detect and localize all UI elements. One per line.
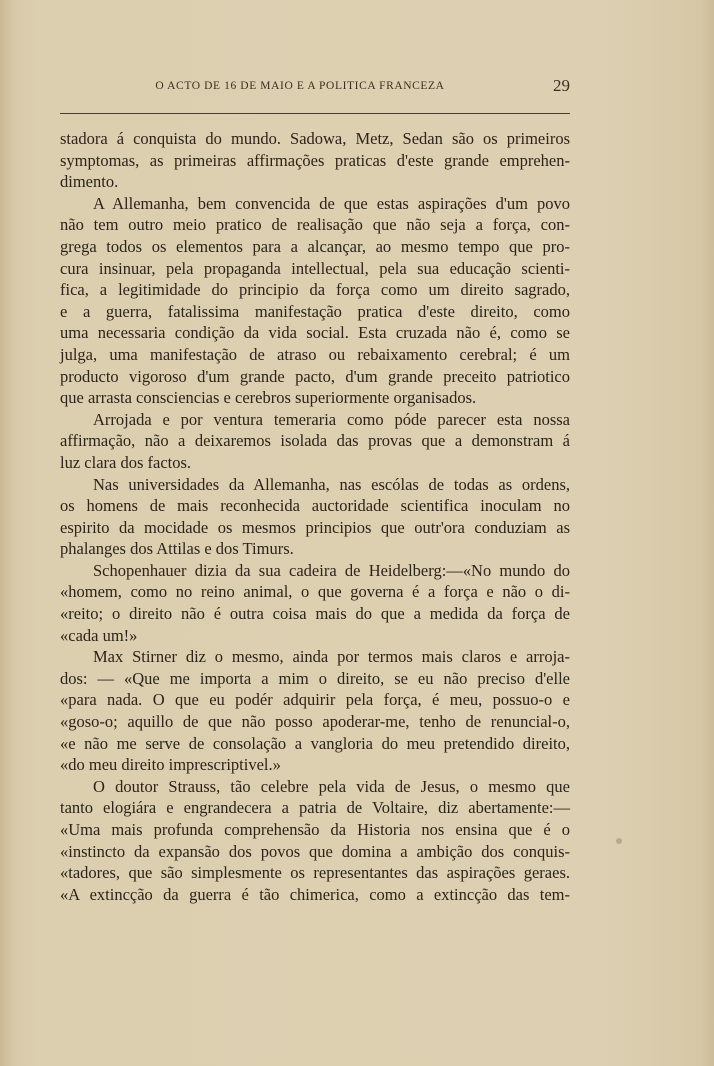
text-line: espirito da mocidade os mesmos principios que outr'ora conduziam as bbox=[60, 517, 570, 537]
text-line: luz clara dos factos. bbox=[60, 452, 192, 472]
text-line: «homem, como no reino animal, o que governa é a força e não o di- bbox=[60, 582, 570, 602]
text-line: tanto elogiára e engrandecera a patria de Voltaire, diz abertamente:— bbox=[60, 798, 570, 818]
text-line: «Uma mais profunda comprehensão da Historia nos ensina que é o bbox=[60, 820, 570, 839]
text-line: «tadores, que são simplesmente os representantes das aspirações geraes. bbox=[60, 863, 570, 883]
paper-spot bbox=[616, 838, 622, 844]
text-line: e a guerra, fatalissima manifestação pratica d'este direito, como bbox=[60, 301, 570, 321]
text-line: dimento. bbox=[60, 172, 119, 192]
text-line: stadora á conquista do mundo. Sadowa, Metz, Sedan são os primeiros bbox=[60, 129, 570, 148]
page-header bbox=[60, 76, 570, 102]
text-line: Nas universidades da Allemanha, nas escólas de todas as ordens, bbox=[93, 474, 570, 494]
text-line: «cada um!» bbox=[60, 625, 138, 645]
text-line: «para nada. O que eu podér adquirir pela força, é meu, possuo-o e bbox=[60, 690, 570, 710]
text-line: «do meu direito imprescriptivel.» bbox=[60, 755, 281, 775]
text-line: dos: — «Que me importa a mim o direito, se eu não preciso d'elle bbox=[60, 668, 570, 688]
text-line: O doutor Strauss, tão celebre pela vida de Jesus, o mesmo que bbox=[93, 776, 570, 796]
text-line: não tem outro meio pratico de realisação que não seja a força, con- bbox=[60, 215, 570, 235]
body-text bbox=[60, 128, 570, 905]
text-line: «instincto da expansão dos povos que domina a ambição dos conquis- bbox=[60, 841, 570, 861]
text-line: affirmação, não a deixaremos isolada das provas que a demonstram á bbox=[60, 431, 570, 451]
text-line: symptomas, as primeiras affirmações praticas d'este grande emprehen- bbox=[60, 150, 570, 170]
text-line: producto vigoroso d'um grande pacto, d'um grande preceito patriotico bbox=[60, 366, 570, 386]
text-line: «goso-o; aquillo de que não posso apoderar-me, tenho de renuncial-o, bbox=[60, 712, 570, 732]
text-line: uma necessaria condição da vida social. Esta cruzada não é, como se bbox=[60, 323, 570, 343]
text-line: grega todos os elementos para a alcançar, ao mesmo tempo que pro- bbox=[60, 236, 570, 256]
text-line: phalanges dos Attilas e dos Timurs. bbox=[60, 539, 294, 559]
running-title: O ACTO DE 16 DE MAIO E A POLITICA FRANCEZA bbox=[155, 80, 445, 92]
text-line: que arrasta consciencias e cerebros superiormente organisados. bbox=[60, 388, 477, 408]
text-line: Schopenhauer dizia da sua cadeira de Heidelberg:—«No mundo do bbox=[93, 560, 570, 580]
text-line: Max Stirner diz o mesmo, ainda por termos mais claros e arroja- bbox=[93, 647, 570, 667]
text-line: fica, a legitimidade do principio da força como um direito sagrado, bbox=[60, 280, 570, 300]
text-line: «A extincção da guerra é tão chimerica, como a extincção das tem- bbox=[60, 884, 570, 904]
text-line: julga, uma manifestação de atraso ou rebaixamento cerebral; é um bbox=[60, 344, 570, 364]
text-line: «e não me serve de consolação a vangloria do meu pretendido direito, bbox=[60, 733, 570, 753]
header-rule bbox=[60, 113, 570, 114]
text-line: «reito; o direito não é outra coisa mais do que a medida da força de bbox=[60, 604, 570, 624]
text-line: os homens de mais reconhecida auctoridade scientifica inoculam no bbox=[60, 496, 570, 516]
text-line: Arrojada e por ventura temeraria como póde parecer esta nossa bbox=[93, 409, 570, 429]
text-line: A Allemanha, bem convencida de que estas aspirações d'um povo bbox=[93, 193, 570, 213]
page-number: 29 bbox=[553, 76, 570, 95]
text-line: cura insinuar, pela propaganda intellectual, pela sua educação scienti- bbox=[60, 258, 570, 278]
